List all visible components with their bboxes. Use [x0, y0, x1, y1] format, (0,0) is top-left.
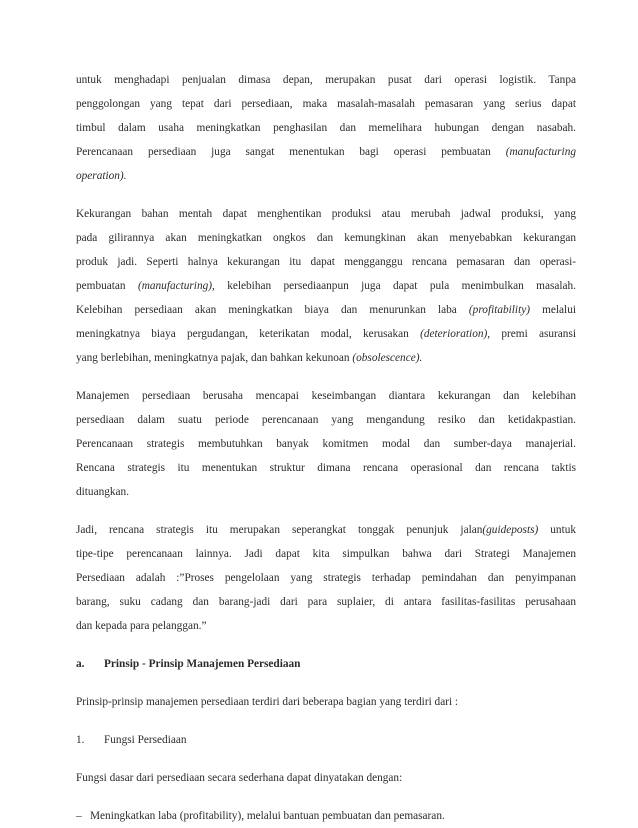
text-line [76, 298, 576, 322]
text-line: penggolongan yang tepat dari persediaan, maka masalah-masalah pemasaran yang serius dapat [76, 98, 576, 110]
text-line: dituangkan. [76, 486, 130, 498]
text-run: meningkatnya biaya pergudangan, keterikatan modal, kerusakan [76, 328, 421, 340]
text-line [76, 804, 576, 828]
text-line [76, 164, 576, 188]
text-run: premi asuransi [490, 328, 576, 340]
text-line: Manajemen persediaan berusaha mencapai keseimbangan diantara kekurangan dan kelebihan [76, 390, 576, 402]
paragraph-5 [76, 690, 576, 714]
text-line: pada gilirannya akan meningkatkan ongkos dan kemungkinan akan menyebabkan kekurangan [76, 232, 576, 244]
text-line: tipe-tipe perencanaan lainnya. Jadi dapat kita simpulkan bahwa dari Strategi Manajemen [76, 548, 576, 560]
section-heading-a [76, 652, 576, 676]
text-line [76, 518, 576, 542]
text-line [76, 346, 576, 370]
italic-term: operation). [76, 170, 127, 182]
text-line [76, 728, 576, 752]
text-run: Jadi, rencana strategis itu merupakan seperangkat tonggak penunjuk jalan [76, 524, 483, 536]
text-line: Fungsi dasar dari persediaan secara sederhana dapat dinyatakan dengan: [76, 772, 403, 784]
text-line: produk jadi. Seperti halnya kekurangan itu dapat mengganggu rencana pemasaran dan operasi- [76, 256, 576, 268]
bullet-marker: – [76, 810, 82, 822]
paragraph-6 [76, 766, 576, 790]
bullet-text: Meningkatkan laba (profitability), melalui bantuan pembuatan dan pemasaran. [90, 810, 445, 822]
text-line: Kekurangan bahan mentah dapat menghentikan produksi atau merubah jadwal produksi, yang [76, 208, 576, 220]
italic-term: (manufacturing [505, 146, 576, 158]
list-item-text: Fungsi Persediaan [104, 734, 187, 746]
italic-term: (obsolescence). [352, 352, 423, 364]
text-line: dan kepada para pelanggan.” [76, 620, 207, 632]
text-line: Persediaan adalah :”Proses pengelolaan yang strategis terhadap pemindahan dan penyimpanan [76, 572, 576, 584]
italic-term: (profitability) [468, 304, 530, 316]
text-run: untuk [538, 524, 577, 536]
text-line: timbul dalam usaha meningkatkan penghasilan dan memelihara hubungan dengan nasabah. [76, 122, 576, 134]
paragraph-1 [76, 68, 576, 188]
text-line: Rencana strategis itu menentukan struktur dimana rencana operasional dan rencana taktis [76, 462, 576, 474]
italic-term: (manufacturing), [137, 280, 215, 292]
italic-term: (deterioration), [420, 328, 491, 340]
paragraph-2 [76, 202, 576, 370]
text-run: Perencanaan persediaan juga sangat menentukan bagi operasi pembuatan [76, 146, 506, 158]
text-line: barang, suku cadang dan barang-jadi dari para suplaier, di antara fasilitas-fasilitas perusahaan [76, 596, 576, 608]
heading-text: Prinsip - Prinsip Manajemen Persediaan [104, 658, 301, 670]
text-line: Prinsip-prinsip manajemen persediaan terdiri dari beberapa bagian yang terdiri dari : [76, 696, 459, 708]
text-line [76, 274, 576, 298]
list-marker: 1. [76, 734, 85, 746]
text-line [76, 140, 576, 164]
paragraph-4 [76, 518, 576, 638]
text-run: Kelebihan persediaan akan meningkatkan biaya dan menurunkan laba [76, 304, 469, 316]
italic-term: (guideposts) [482, 524, 539, 536]
text-line: persediaan dalam suatu periode perencanaan yang mengandung resiko dan ketidakpastian. [76, 414, 576, 426]
text-line: untuk menghadapi penjualan dimasa depan, merupakan pusat dari operasi logistik. Tanpa [76, 74, 576, 86]
text-line [76, 652, 576, 676]
text-line [76, 322, 576, 346]
text-run: yang berlebihan, meningkatnya pajak, dan bahkan kekunoan [76, 352, 353, 364]
text-run: melalui [530, 304, 576, 316]
paragraph-3 [76, 384, 576, 504]
document-content [76, 68, 576, 828]
heading-marker: a. [76, 658, 85, 670]
text-run: pembuatan [76, 280, 138, 292]
text-run: kelebihan persediaanpun juga dapat pula menimbulkan masalah. [214, 280, 577, 292]
text-line: Perencanaan strategis membutuhkan banyak komitmen modal dan sumber-daya manajerial. [76, 438, 576, 450]
bullet-item-1 [76, 804, 576, 828]
list-item-1 [76, 728, 576, 752]
